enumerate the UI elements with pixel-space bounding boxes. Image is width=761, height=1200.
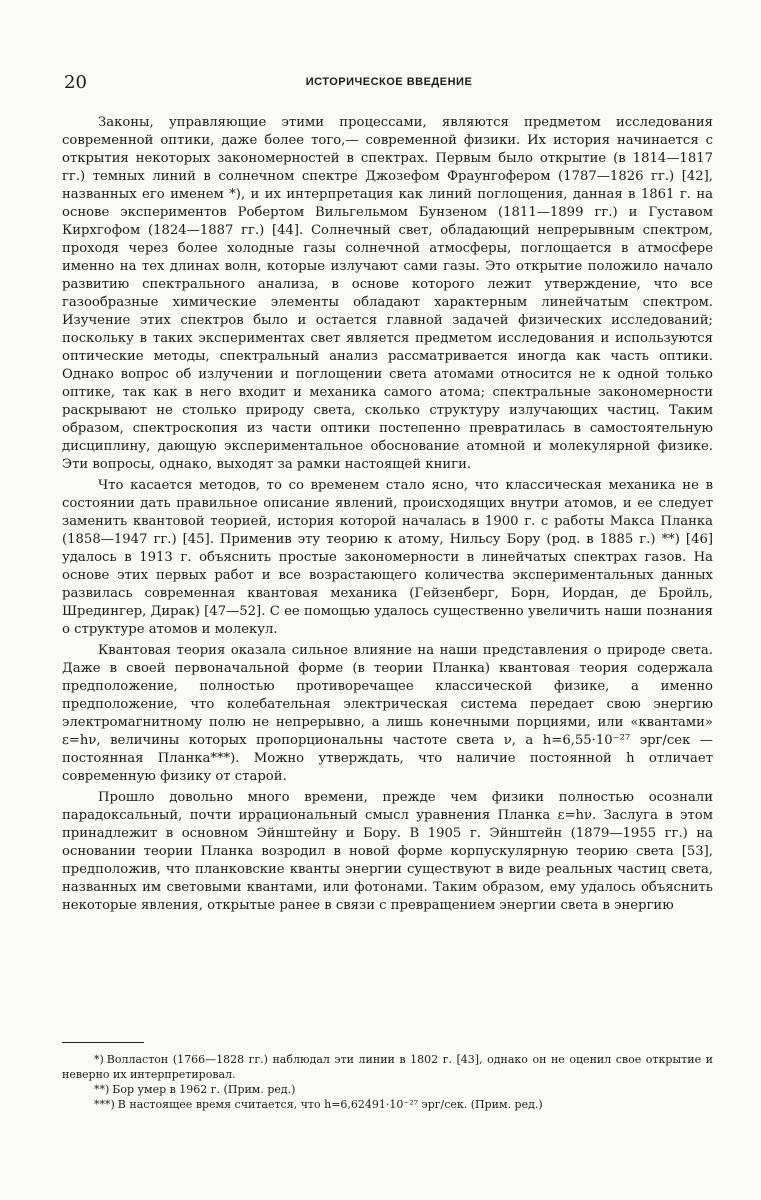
running-title: ИСТОРИЧЕСКОЕ ВВЕДЕНИЕ bbox=[305, 76, 473, 88]
footnote-marker: **) bbox=[94, 1083, 110, 1096]
footnote bbox=[62, 1082, 713, 1097]
page-header bbox=[64, 72, 714, 96]
footnotes bbox=[62, 1052, 713, 1112]
body-text bbox=[62, 114, 713, 915]
footnote-marker: ***) bbox=[94, 1098, 115, 1111]
page-number: 20 bbox=[64, 72, 87, 93]
footnote-text: Бор умер в 1962 г. (Прим. ред.) bbox=[112, 1083, 296, 1096]
footnote-divider bbox=[62, 1042, 144, 1043]
footnote bbox=[62, 1097, 713, 1112]
footnote-text: Волластон (1766—1828 гг.) наблюдал эти линии в 1802 г. [43], однако он не оценил свое открытие и неверно их интерпретировал. bbox=[62, 1053, 713, 1081]
paragraph: Законы, управляющие этими процессами, являются предметом исследования современной оптики, даже более того,— современной физики. Их история начинается с открытия некоторых закономерностей в спектрах. Первым было открытие (в 1814—1817 гг.) темных линий в солнечном спектре Джозефом Фраунгофером (1787—1826 гг.) [42], названных его именем *), и их интерпретация как линий поглощения, данная в 1861 г. на основе экспериментов Робертом Вильгельмом Бунзеном (1811—1899 гг.) и Густавом Кирхгофом (1824—1887 гг.) [44]. Солнечный свет, обладающий непрерывным спектром, проходя через более холодные газы солнечной атмосферы, поглощается в атмосфере именно на тех длинах волн, которые излучают сами газы. Это открытие положило начало развитию спектрального анализа, в основе которого лежит утверждение, что все газообразные химические элементы обладают характерным линейчатым спектром. Изучение этих спектров было и остается главной задачей физических исследований; поскольку в таких экспериментах свет является предметом исследования и используются оптические методы, спектральный анализ рассматривается иногда как часть оптики. Однако вопрос об излучении и поглощении света атомами относится не к одной только оптике, так как в него входит и механика самого атома; спектральные закономерности раскрывают не столько природу света, сколько структуру излучающих частиц. Таким образом, спектроскопия из части оптики постепенно превратилась в самостоятельную дисциплину, дающую экспериментальное обоснование атомной и молекулярной физике. Эти вопросы, однако, выходят за рамки настоящей книги. bbox=[62, 115, 713, 472]
footnote bbox=[62, 1052, 713, 1082]
footnote-marker: *) bbox=[94, 1053, 104, 1066]
footnote-text: В настоящее время считается, что h=6,62491·10⁻²⁷ эрг/сек. (Прим. ред.) bbox=[117, 1098, 543, 1111]
paragraph: Что касается методов, то со временем стало ясно, что классическая механика не в состоянии дать правильное описание явлений, происходящих внутри атомов, и ее следует заменить квантовой теорией, история которой началась в 1900 г. с работы Макса Планка (1858—1947 гг.) [45]. Применив эту теорию к атому, Нильсу Бору (род. в 1885 г.) **) [46] удалось в 1913 г. объяснить простые закономерности в линейчатых спектрах газов. На основе этих первых работ и все возрастающего количества экспериментальных данных развилась современная квантовая механика (Гейзенберг, Борн, Иордан, де Бройль, Шредингер, Дирак) [47—52]. С ее помощью удалось существенно увеличить наши познания о структуре атомов и молекул. bbox=[62, 478, 713, 637]
paragraph: Квантовая теория оказала сильное влияние на наши представления о природе света. Даже в своей первоначальной форме (в теории Планка) квантовая теория содержала предположение, полностью противоречащее классической физике, а именно предположение, что колебательная электрическая система передает свою энергию электромагнитному полю не непрерывно, а лишь конечными порциями, или «квантами» ε=hν, величины которых пропорциональны частоте света ν, а h=6,55·10⁻²⁷ эрг/сек — постоянная Планка***). Можно утверждать, что наличие постоянной h отличает современную физику от старой. bbox=[62, 643, 713, 784]
paragraph: Прошло довольно много времени, прежде чем физики полностью осознали парадоксальный, почти иррациональный смысл уравнения Планка ε=hν. Заслуга в этом принадлежит в основном Эйнштейну и Бору. В 1905 г. Эйнштейн (1879—1955 гг.) на основании теории Планка возродил в новой форме корпускулярную теорию света [53], предположив, что планковские кванты энергии существуют в виде реальных частиц света, названных им световыми квантами, или фотонами. Таким образом, ему удалось объяснить некоторые явления, открытые ранее в связи с превращением энергии света в энергию bbox=[62, 790, 713, 913]
